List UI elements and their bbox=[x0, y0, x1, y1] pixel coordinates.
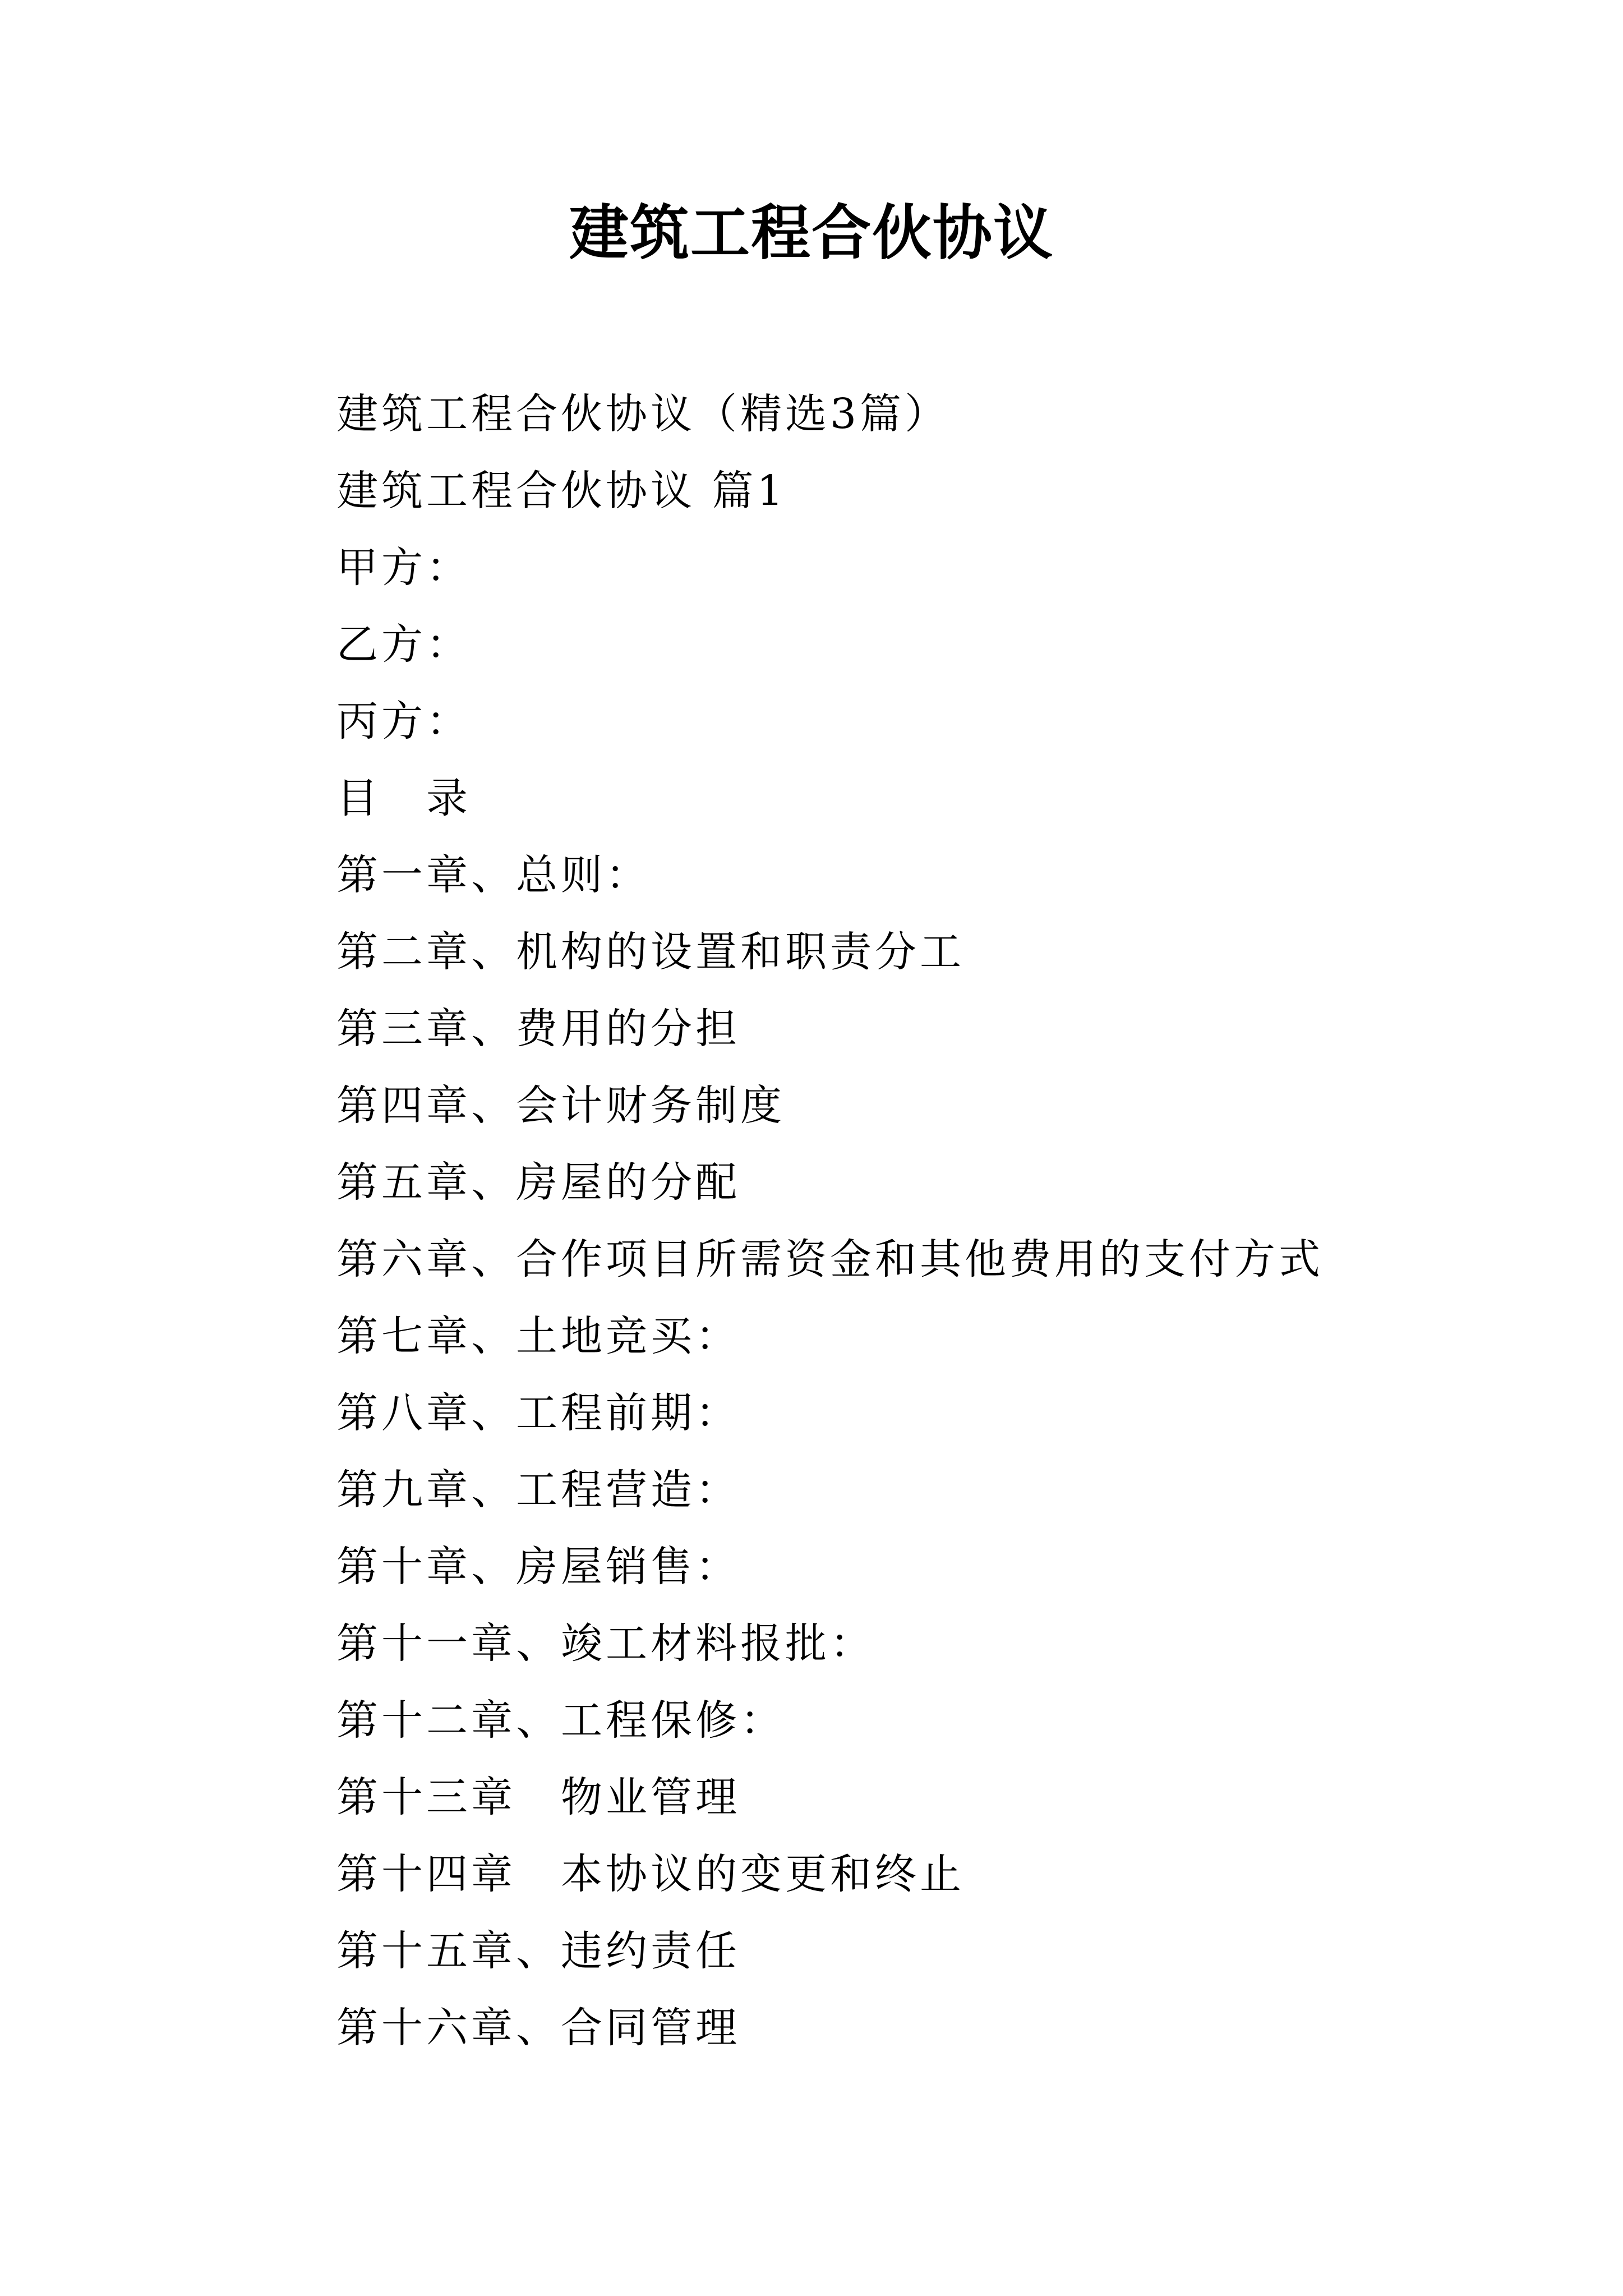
subtitle-line: 建筑工程合伙协议（精选3篇） bbox=[336, 390, 950, 438]
section-heading: 建筑工程合伙协议 篇1 bbox=[336, 467, 787, 515]
toc-item: 第十章、房屋销售： bbox=[336, 1543, 740, 1591]
toc-item: 第十四章 本协议的变更和终止 bbox=[336, 1850, 965, 1898]
toc-item: 第四章、会计财务制度 bbox=[336, 1082, 785, 1130]
toc-item: 第十五章、违约责任 bbox=[336, 1927, 740, 1975]
toc-item: 第十三章 物业管理 bbox=[336, 1773, 740, 1821]
toc-heading: 目 录 bbox=[336, 774, 471, 822]
party-c-label: 丙方： bbox=[336, 697, 471, 746]
toc-item: 第七章、土地竞买： bbox=[336, 1312, 740, 1360]
toc-item: 第十二章、工程保修： bbox=[336, 1696, 785, 1745]
toc-item: 第十六章、合同管理 bbox=[336, 2004, 740, 2052]
party-a-label: 甲方： bbox=[336, 544, 471, 592]
toc-item: 第二章、机构的设置和职责分工 bbox=[336, 928, 965, 976]
toc-item: 第五章、房屋的分配 bbox=[336, 1158, 740, 1207]
toc-item: 第一章、总则： bbox=[336, 851, 651, 899]
party-b-label: 乙方： bbox=[336, 620, 471, 669]
toc-item: 第八章、工程前期： bbox=[336, 1389, 740, 1437]
document-body bbox=[336, 376, 1514, 2067]
toc-item: 第九章、工程营造： bbox=[336, 1466, 740, 1514]
toc-item: 第六章、合作项目所需资金和其他费用的支付方式 bbox=[336, 1235, 1324, 1283]
document-title: 建筑工程合伙协议 bbox=[569, 197, 1054, 268]
toc-item: 第十一章、竣工材料报批： bbox=[336, 1619, 875, 1668]
toc-item: 第三章、费用的分担 bbox=[336, 1005, 740, 1053]
